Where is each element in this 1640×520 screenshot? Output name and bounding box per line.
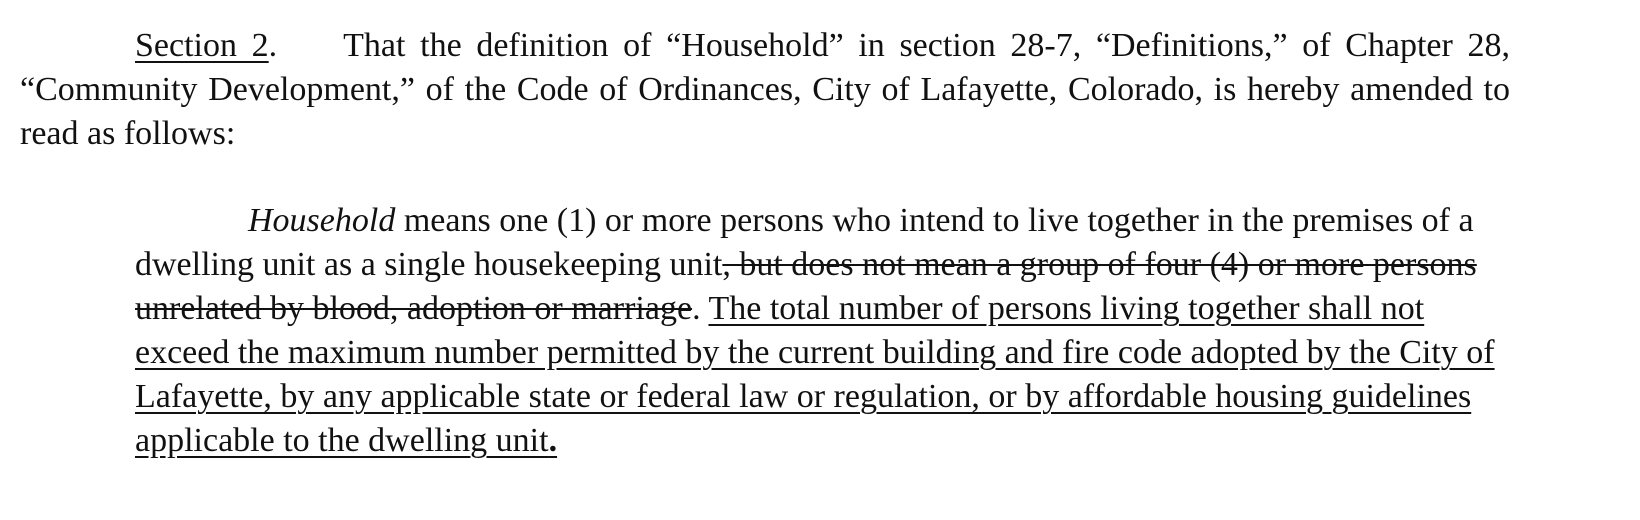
deleted-text: , but does not mean a group of four (4) or more persons unrelated by blood, adoption or marriage <box>135 246 1477 327</box>
added-text: The total number of persons living together shall not exceed the maximum number permitted by the current building and fire code adopted by the City of Lafayette, by any applicable state or federal law or regulation, or by affordable housing guidelines applicable to the dwelling unit <box>135 290 1495 459</box>
definition-paragraph <box>135 199 1505 463</box>
section-paragraph <box>20 24 1510 156</box>
section-label-period: . <box>268 27 278 64</box>
definition-kept-text: means one (1) or more persons who intend to live together in the premises of a dwelling unit as a single housekeeping unit <box>135 202 1474 283</box>
section-label: Section 2 <box>135 27 269 64</box>
added-text-end: . <box>548 422 558 459</box>
defined-term: Household <box>248 202 396 239</box>
definition-period: . <box>692 290 709 327</box>
section-body: That the definition of “Household” in section 28-7, “Definitions,” of Chapter 28, “Community Development,” of the Code of Ordinances, City of Lafayette, Colorado, is hereby amended to read as follows: <box>20 27 1511 152</box>
